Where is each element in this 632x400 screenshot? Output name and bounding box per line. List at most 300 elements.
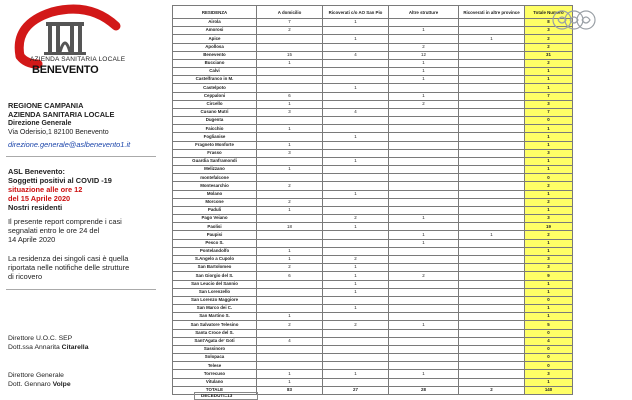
cell-altre-province: 1 [459, 35, 525, 43]
cell-domicilio: 3 [257, 149, 323, 157]
table-row [173, 92, 573, 100]
table-row [173, 166, 573, 174]
cell-altre-province [459, 92, 525, 100]
cell-altre: 1 [389, 215, 459, 223]
cell-san-pio: 2 [323, 255, 389, 263]
cell-residenza: Sant'Agata de' Goti [173, 337, 257, 345]
cell-san-pio [323, 125, 389, 133]
cases-table [172, 5, 573, 395]
table-row [173, 337, 573, 345]
cell-altre [389, 288, 459, 296]
cell-domicilio: 1 [257, 166, 323, 174]
cell-san-pio [323, 296, 389, 304]
cell-altre-province [459, 108, 525, 116]
divider [6, 289, 156, 290]
cell-totale: 1 [525, 305, 573, 313]
cell-altre [389, 206, 459, 214]
cell-domicilio: 6 [257, 272, 323, 280]
cell-altre-province [459, 337, 525, 345]
cell-residenza: Apollosa [173, 43, 257, 51]
divider [6, 156, 156, 157]
table-row [173, 288, 573, 296]
cell-san-pio [323, 362, 389, 370]
cell-altre-province [459, 190, 525, 198]
cell-domicilio: 1 [257, 59, 323, 67]
table-body [173, 19, 573, 395]
note1-line: 14 Aprile 2020 [8, 235, 56, 244]
cell-residenza: Guardia Sanframondi [173, 157, 257, 165]
cell-altre-province: 1 [459, 231, 525, 239]
cell-altre-province [459, 117, 525, 125]
cell-domicilio: 1 [257, 378, 323, 386]
cell-domicilio [257, 354, 323, 362]
cell-totale: 2 [525, 43, 573, 51]
report-date: del 15 Aprile 2020 [8, 194, 71, 203]
cell-altre [389, 174, 459, 182]
table-row [173, 362, 573, 370]
cell-totale: 1 [525, 141, 573, 149]
cell-residenza: Telese [173, 362, 257, 370]
dg-name: Volpe [52, 381, 71, 388]
table-row [173, 35, 573, 43]
cell-san-pio: 1 [323, 305, 389, 313]
cell-residenza: Melizzano [173, 166, 257, 174]
cell-residenza: Pontelandolfo [173, 247, 257, 255]
table-row [173, 133, 573, 141]
cell-san-pio [323, 100, 389, 108]
table-row [173, 108, 573, 116]
cell-altre-province [459, 321, 525, 329]
cell-san-pio: 4 [323, 51, 389, 59]
table-row [173, 329, 573, 337]
cell-altre-province [459, 59, 525, 67]
uoc-role: Direttore U.O.C. SEP [8, 335, 73, 342]
cell-altre [389, 84, 459, 92]
cell-san-pio [323, 76, 389, 84]
cell-domicilio [257, 231, 323, 239]
cell-residenza: San Lorenzo Maggiore [173, 296, 257, 304]
cell-totale: 0 [525, 329, 573, 337]
table-row [173, 125, 573, 133]
cell-totale: 0 [525, 117, 573, 125]
cell-altre-province [459, 149, 525, 157]
col-header-altre-province: Ricoverati in altre province [459, 6, 525, 19]
cell-domicilio: 18 [257, 223, 323, 231]
cell-residenza: San Lorenzello [173, 288, 257, 296]
cell-totale: 1 [525, 157, 573, 165]
cell-san-pio [323, 149, 389, 157]
cell-residenza: San Marco dei C. [173, 305, 257, 313]
cell-san-pio: 4 [323, 108, 389, 116]
cell-san-pio [323, 247, 389, 255]
cell-altre-province [459, 51, 525, 59]
cell-altre: 12 [389, 51, 459, 59]
dg-role: Direttore Generale [8, 372, 64, 379]
cell-residenza: Molano [173, 190, 257, 198]
cell-residenza: S.Angelo a Cupolo [173, 255, 257, 263]
cell-residenza: Bucciano [173, 59, 257, 67]
cell-san-pio [323, 27, 389, 35]
cell-altre-province [459, 19, 525, 27]
uoc-name: Citarella [61, 344, 89, 351]
note2-line: di ricovero [8, 272, 43, 281]
cell-residenza: Castelpoto [173, 84, 257, 92]
cell-totale: 19 [525, 223, 573, 231]
cell-domicilio: 2 [257, 321, 323, 329]
table-row [173, 198, 573, 206]
report-subtitle: Soggetti positivi al COVID -19 [8, 176, 112, 185]
cell-san-pio: 1 [323, 35, 389, 43]
cell-altre-province [459, 329, 525, 337]
cell-residenza: Vitulano [173, 378, 257, 386]
cell-residenza: Fragneto Monforte [173, 141, 257, 149]
cell-altre-province [459, 43, 525, 51]
uoc-name-prefix: Dott.ssa Annarita [8, 344, 62, 351]
cell-domicilio: 3 [257, 108, 323, 116]
cell-altre-province [459, 133, 525, 141]
asl-logo-icon [12, 4, 132, 92]
cell-domicilio [257, 157, 323, 165]
cell-domicilio [257, 68, 323, 76]
cell-altre-province [459, 157, 525, 165]
cell-domicilio: 1 [257, 247, 323, 255]
cell-totale: 31 [525, 51, 573, 59]
cell-totale: 1 [525, 68, 573, 76]
cell-totale: 0 [525, 296, 573, 304]
cell-altre-province [459, 313, 525, 321]
cell-altre: 1 [389, 68, 459, 76]
table-row [173, 378, 573, 386]
cell-altre [389, 305, 459, 313]
cell-san-pio [323, 174, 389, 182]
cell-totale: 1 [525, 125, 573, 133]
table-row [173, 354, 573, 362]
cell-altre: 2 [389, 272, 459, 280]
cell-altre [389, 337, 459, 345]
cell-altre: 2 [389, 43, 459, 51]
cell-residenza: Circello [173, 100, 257, 108]
table-row [173, 19, 573, 27]
table-row [173, 296, 573, 304]
cell-altre [389, 182, 459, 190]
cell-totale: 1 [525, 378, 573, 386]
cell-totale: 0 [525, 174, 573, 182]
cell-residenza: Paupisi [173, 231, 257, 239]
cell-altre-province [459, 264, 525, 272]
report-residents: Nostri residenti [8, 203, 63, 212]
cell-residenza: San Giorgio del S. [173, 272, 257, 280]
cell-domicilio [257, 84, 323, 92]
cell-altre-province [459, 255, 525, 263]
cell-residenza: San Martino S. [173, 313, 257, 321]
cell-altre: 1 [389, 76, 459, 84]
cell-altre-province [459, 378, 525, 386]
cell-totale: 1 [525, 247, 573, 255]
cell-residenza: Sassinoro [173, 345, 257, 353]
cell-domicilio: 1 [257, 100, 323, 108]
cell-san-pio [323, 43, 389, 51]
cell-totale: 7 [525, 92, 573, 100]
logo-line2: BENEVENTO [32, 64, 99, 76]
note1-line: segnalati entro le ore 24 del [8, 226, 100, 235]
cell-totale: 3 [525, 27, 573, 35]
cell-altre-province [459, 27, 525, 35]
cell-altre-province [459, 296, 525, 304]
cell-residenza: Benevento [173, 51, 257, 59]
cell-residenza: Montesarchio [173, 182, 257, 190]
note2-line: La residenza dei singoli casi è quella [8, 254, 129, 263]
cell-altre [389, 117, 459, 125]
cell-domicilio [257, 190, 323, 198]
cell-domicilio: 1 [257, 125, 323, 133]
cell-residenza: Airola [173, 19, 257, 27]
table-row [173, 141, 573, 149]
cell-altre [389, 166, 459, 174]
table-row [173, 313, 573, 321]
direction-label: Direzione Generale [8, 120, 72, 127]
cell-totale: 3 [525, 100, 573, 108]
table-row [173, 174, 573, 182]
cell-totale: 0 [525, 362, 573, 370]
cell-altre [389, 296, 459, 304]
cell-totale: 9 [525, 272, 573, 280]
table-row [173, 27, 573, 35]
col-header-residenza: RESIDENZA [173, 6, 257, 19]
cell-san-pio: 27 [323, 386, 389, 394]
cell-altre [389, 198, 459, 206]
cell-altre [389, 223, 459, 231]
table-row [173, 76, 573, 84]
cell-domicilio: 2 [257, 182, 323, 190]
table-header-row [173, 6, 573, 19]
cell-san-pio: 1 [323, 157, 389, 165]
cell-altre: 1 [389, 27, 459, 35]
table-row [173, 149, 573, 157]
table-row [173, 51, 573, 59]
cell-san-pio [323, 68, 389, 76]
cell-residenza: Castelfranco in M. [173, 76, 257, 84]
cell-totale: 3 [525, 370, 573, 378]
table-row [173, 255, 573, 263]
cell-residenza: Foglianise [173, 133, 257, 141]
cell-altre: 1 [389, 370, 459, 378]
table-row [173, 280, 573, 288]
cell-residenza: Morcone [173, 198, 257, 206]
cell-altre [389, 378, 459, 386]
cell-totale: 8 [525, 19, 573, 27]
cell-san-pio: 1 [323, 19, 389, 27]
cell-altre [389, 108, 459, 116]
cell-altre-province [459, 345, 525, 353]
cell-san-pio: 1 [323, 288, 389, 296]
cell-san-pio [323, 329, 389, 337]
cell-totale: 3 [525, 215, 573, 223]
cell-altre-province [459, 166, 525, 174]
cell-altre [389, 19, 459, 27]
cell-altre [389, 247, 459, 255]
cell-san-pio [323, 198, 389, 206]
table-row [173, 157, 573, 165]
cell-altre [389, 329, 459, 337]
deceduti-box: DECEDUTI=13 [194, 392, 258, 400]
cell-residenza: San Salvatore Telesino [173, 321, 257, 329]
cell-domicilio [257, 296, 323, 304]
cell-altre-province: 2 [459, 386, 525, 394]
cell-altre-province [459, 288, 525, 296]
cell-totale: 1 [525, 313, 573, 321]
cell-san-pio [323, 117, 389, 125]
cell-altre: 1 [389, 231, 459, 239]
cell-totale: 1 [525, 84, 573, 92]
cell-domicilio [257, 43, 323, 51]
cell-residenza: Amorosi [173, 27, 257, 35]
cell-domicilio: 15 [257, 51, 323, 59]
cell-san-pio: 1 [323, 190, 389, 198]
cell-domicilio [257, 305, 323, 313]
table-row [173, 43, 573, 51]
table-row [173, 264, 573, 272]
cell-altre: 1 [389, 239, 459, 247]
cell-domicilio: 2 [257, 27, 323, 35]
cell-san-pio [323, 231, 389, 239]
cell-domicilio [257, 280, 323, 288]
cell-san-pio: 1 [323, 223, 389, 231]
cell-totale: 1 [525, 288, 573, 296]
cell-altre: 1 [389, 321, 459, 329]
cell-domicilio: 1 [257, 141, 323, 149]
cell-residenza: San Bartolomeo [173, 264, 257, 272]
cell-altre-province [459, 370, 525, 378]
cell-san-pio [323, 206, 389, 214]
cell-totale: 3 [525, 255, 573, 263]
cell-totale: 4 [525, 337, 573, 345]
table-row [173, 68, 573, 76]
cell-totale: 5 [525, 321, 573, 329]
table-row [173, 84, 573, 92]
cell-altre-province [459, 305, 525, 313]
cell-totale: 1 [525, 280, 573, 288]
col-header-san-pio: Ricoverati c/o AO San Pio [323, 6, 389, 19]
table-row [173, 321, 573, 329]
cell-altre-province [459, 141, 525, 149]
cell-san-pio: 1 [323, 84, 389, 92]
table-row [173, 100, 573, 108]
region-label: REGIONE CAMPANIA [8, 101, 84, 110]
cell-altre-province [459, 247, 525, 255]
cell-altre-province [459, 239, 525, 247]
cell-altre-province [459, 198, 525, 206]
col-header-altre: Altre strutture [389, 6, 459, 19]
cell-residenza: montefalcone [173, 174, 257, 182]
table-row [173, 117, 573, 125]
cell-domicilio: 1 [257, 255, 323, 263]
cell-totale: 1 [525, 239, 573, 247]
cell-altre [389, 345, 459, 353]
cell-totale: 2 [525, 182, 573, 190]
cell-domicilio [257, 215, 323, 223]
cell-san-pio [323, 313, 389, 321]
table-row [173, 59, 573, 67]
cell-totale: 2 [525, 35, 573, 43]
col-header-totale: Totale Numero [525, 6, 573, 19]
cell-san-pio [323, 345, 389, 353]
cell-altre [389, 280, 459, 288]
cell-domicilio [257, 133, 323, 141]
cell-residenza: Calvi [173, 68, 257, 76]
table-row [173, 231, 573, 239]
cell-altre-province [459, 223, 525, 231]
cell-residenza: Paolisi [173, 223, 257, 231]
cell-domicilio: 6 [257, 92, 323, 100]
email-link[interactable]: direzione.generale@aslbenevento1.it [8, 140, 131, 149]
cell-altre [389, 255, 459, 263]
cell-altre-province [459, 100, 525, 108]
cell-altre [389, 190, 459, 198]
cell-residenza: Solopaca [173, 354, 257, 362]
cell-domicilio [257, 76, 323, 84]
table-row [173, 190, 573, 198]
cell-totale: 2 [525, 59, 573, 67]
cell-domicilio [257, 117, 323, 125]
cell-residenza: Dugenta [173, 117, 257, 125]
cell-totale: 3 [525, 149, 573, 157]
table-row [173, 345, 573, 353]
table-row [173, 370, 573, 378]
table-row [173, 215, 573, 223]
cell-residenza: Apice [173, 35, 257, 43]
cell-san-pio: 1 [323, 133, 389, 141]
cell-altre [389, 354, 459, 362]
cell-residenza: Faicchio [173, 125, 257, 133]
table-row [173, 247, 573, 255]
logo-line1: AZIENDA SANITARIA LOCALE [30, 56, 126, 63]
cell-san-pio: 1 [323, 370, 389, 378]
dg-signature [8, 380, 71, 389]
cell-altre-province [459, 76, 525, 84]
cell-san-pio [323, 166, 389, 174]
cell-san-pio [323, 378, 389, 386]
cell-domicilio [257, 174, 323, 182]
cell-san-pio [323, 59, 389, 67]
cell-domicilio: 83 [257, 386, 323, 394]
cell-totale: 1 [525, 76, 573, 84]
cell-totale: 2 [525, 231, 573, 239]
table-row [173, 272, 573, 280]
cell-san-pio [323, 141, 389, 149]
cell-altre [389, 149, 459, 157]
table-row [173, 206, 573, 214]
cell-altre: 28 [389, 386, 459, 394]
cell-residenza: Santa Croce del S. [173, 329, 257, 337]
cell-residenza: Pesco S. [173, 239, 257, 247]
cell-totale: 1 [525, 166, 573, 174]
cell-altre: 2 [389, 100, 459, 108]
cell-domicilio: 1 [257, 370, 323, 378]
cell-altre [389, 125, 459, 133]
cell-totale: 1 [525, 206, 573, 214]
uoc-signature [8, 343, 88, 352]
cell-domicilio [257, 288, 323, 296]
table-row [173, 239, 573, 247]
dg-name-prefix: Dott. Gennaro [8, 381, 53, 388]
col-header-domicilio: A domicilio [257, 6, 323, 19]
left-panel [0, 0, 165, 400]
cell-domicilio: 4 [257, 337, 323, 345]
cell-residenza: Cusano Mutri [173, 108, 257, 116]
stamp-icon [548, 2, 598, 46]
cell-residenza: Frasso [173, 149, 257, 157]
table-row [173, 305, 573, 313]
